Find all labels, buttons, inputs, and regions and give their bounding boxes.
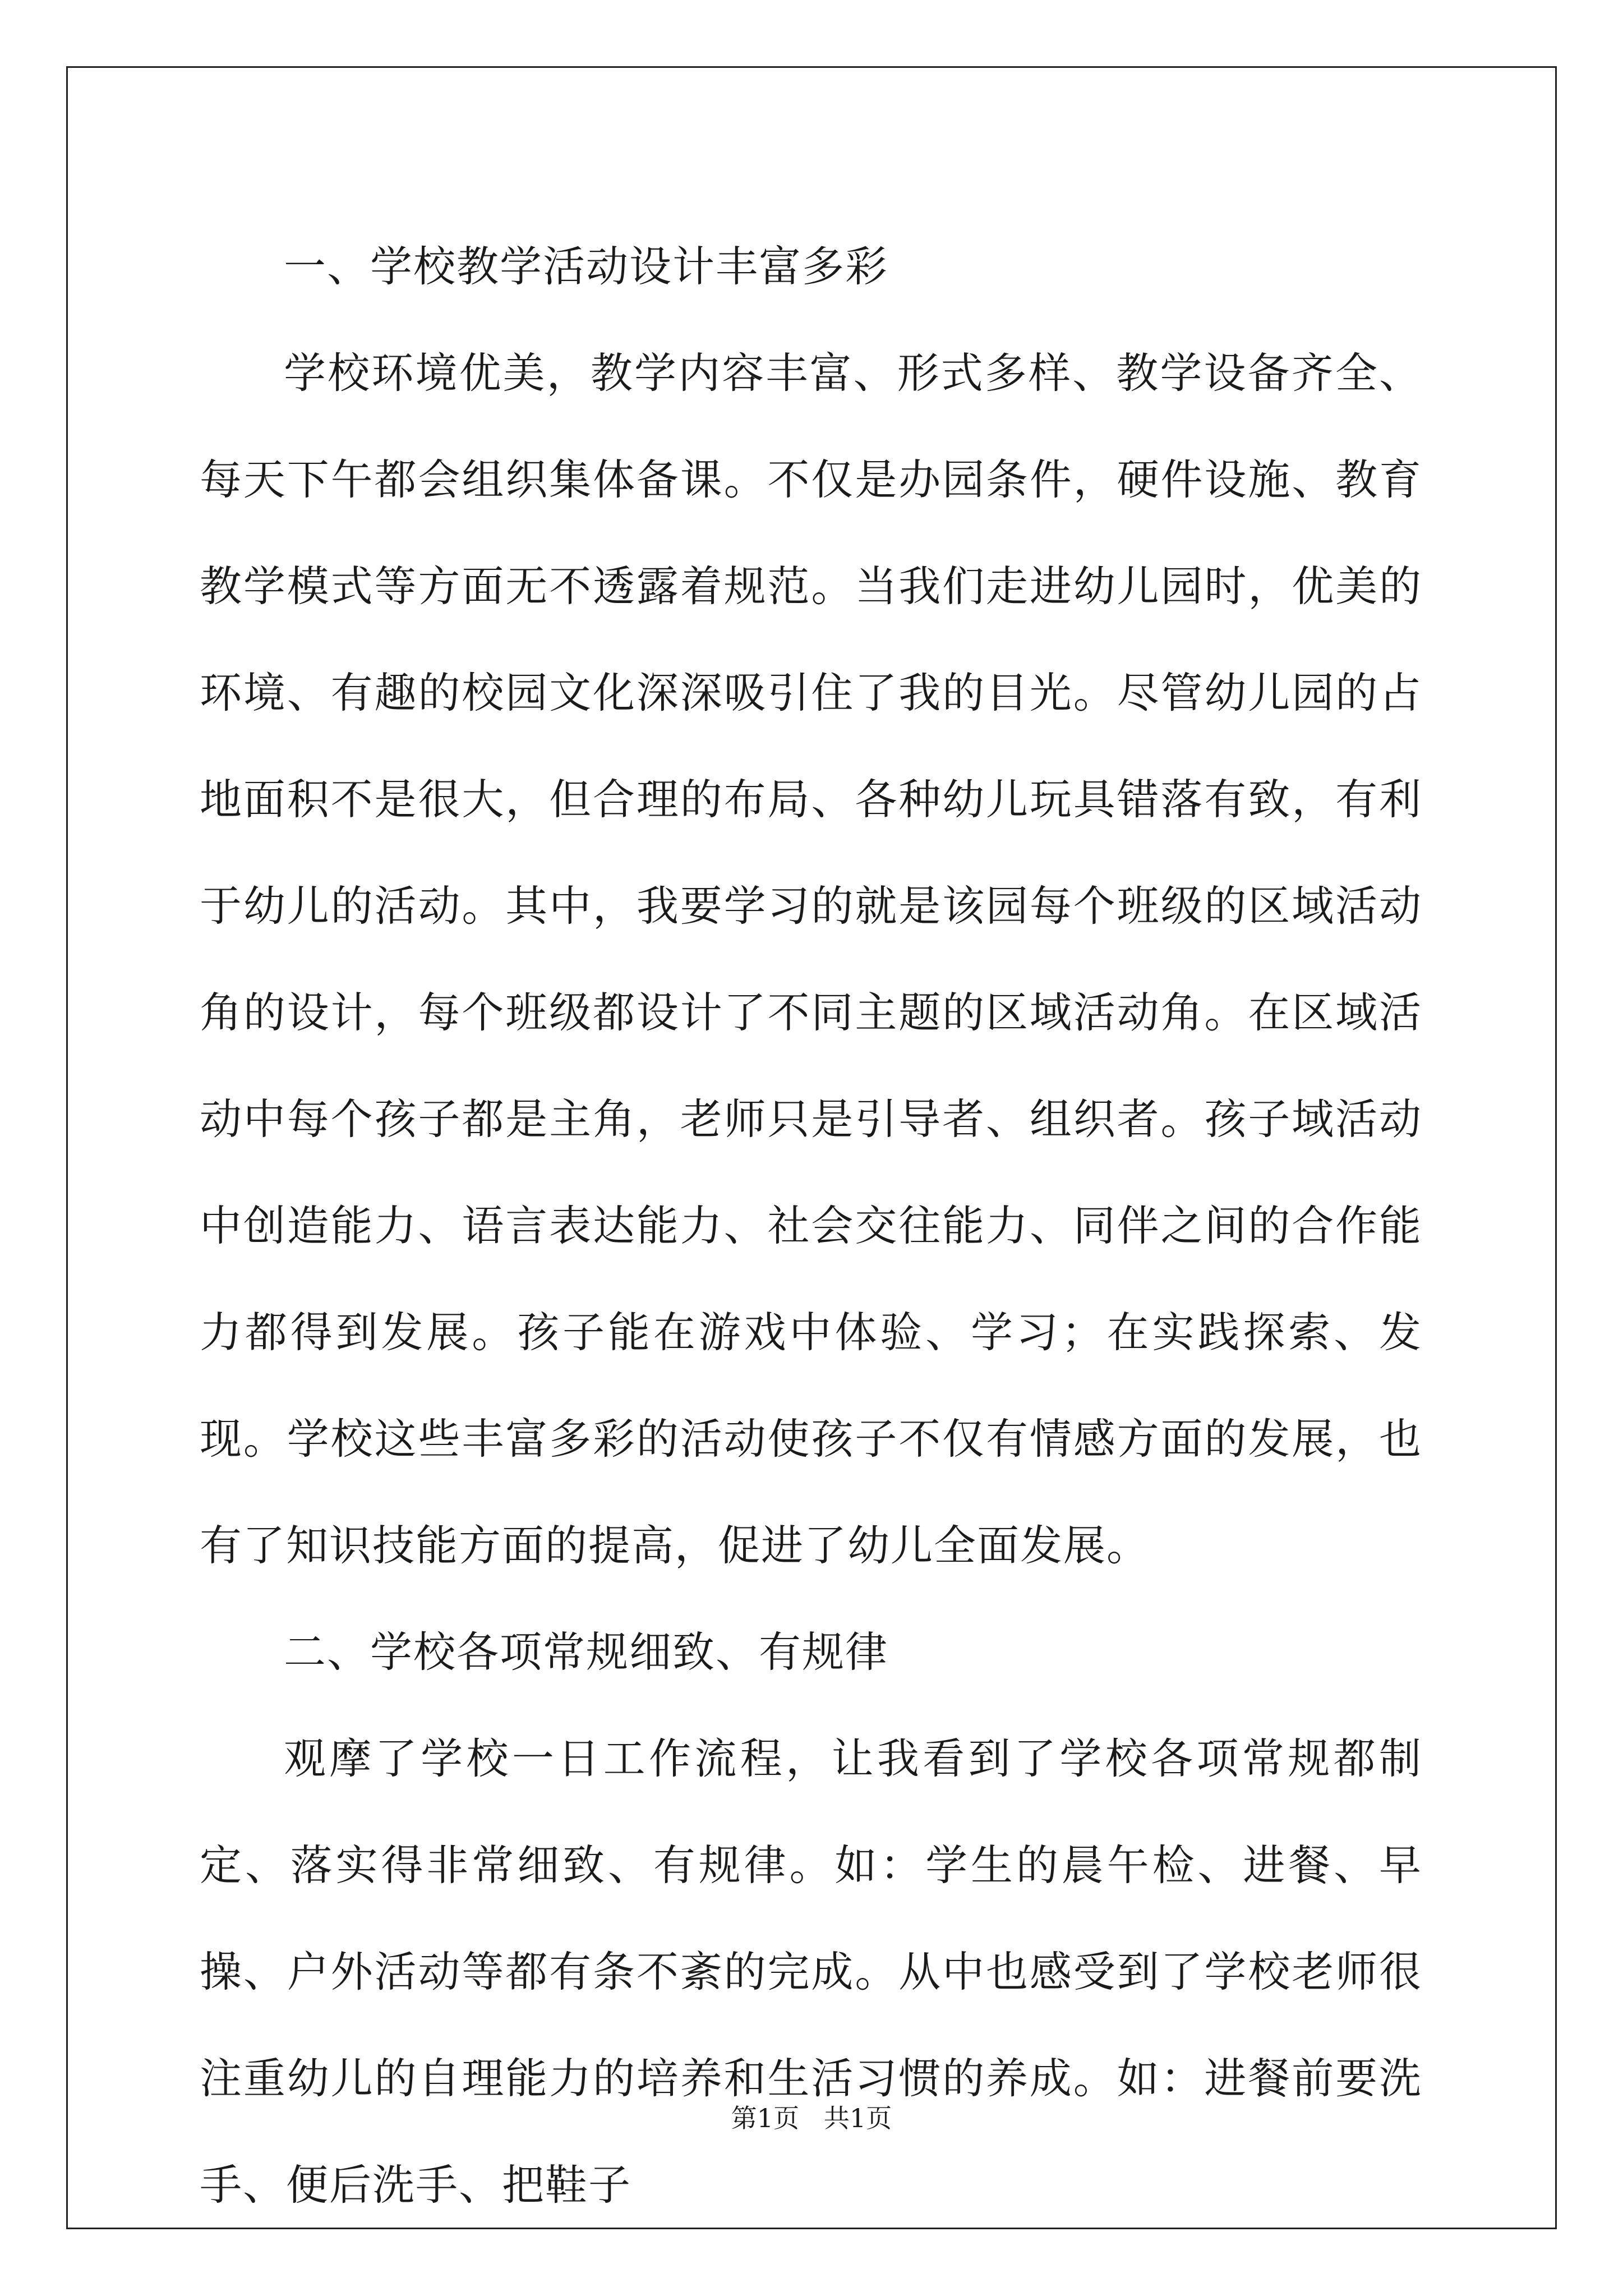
section-heading-1: 一、学校教学活动设计丰富多彩 xyxy=(284,242,889,291)
section-heading-2: 二、学校各项常规细致、有规律 xyxy=(284,1627,889,1677)
document-body xyxy=(200,213,1422,2238)
section-paragraph-2: 观摩了学校一日工作流程，让我看到了学校各项常规都制定、落实得非常细致、有规律。如：学生的晨午检、进餐、早操、户外活动等都有条不紊的完成。从中也感受到了学校老师很注重幼儿的自理能力的培养和生活习惯的养成。如：进餐前要洗手、便后洗手、把鞋子 xyxy=(200,1734,1422,2210)
section-paragraph-1: 学校环境优美，教学内容丰富、形式多样、教学设备齐全、每天下午都会组织集体备课。不仅是办园条件，硬件设施、教育教学模式等方面无不透露着规范。当我们走进幼儿园时，优美的环境、有趣的校园文化深深吸引住了我的目光。尽管幼儿园的占地面积不是很大，但合理的布局、各种幼儿玩具错落有致，有利于幼儿的活动。其中，我要学习的就是该园每个班级的区域活动角的设计，每个班级都设计了不同主题的区域活动角。在区域活动中每个孩子都是主角，老师只是引导者、组织者。孩子域活动中创造能力、语言表达能力、社会交往能力、同伴之间的合作能力都得到发展。孩子能在游戏中体验、学习；在实践探索、发现。学校这些丰富多彩的活动使孩子不仅有情感方面的发展，也有了知识技能方面的提高，促进了幼儿全面发展。 xyxy=(200,348,1422,1570)
page-footer: 第1页 共1页 xyxy=(731,2103,892,2133)
